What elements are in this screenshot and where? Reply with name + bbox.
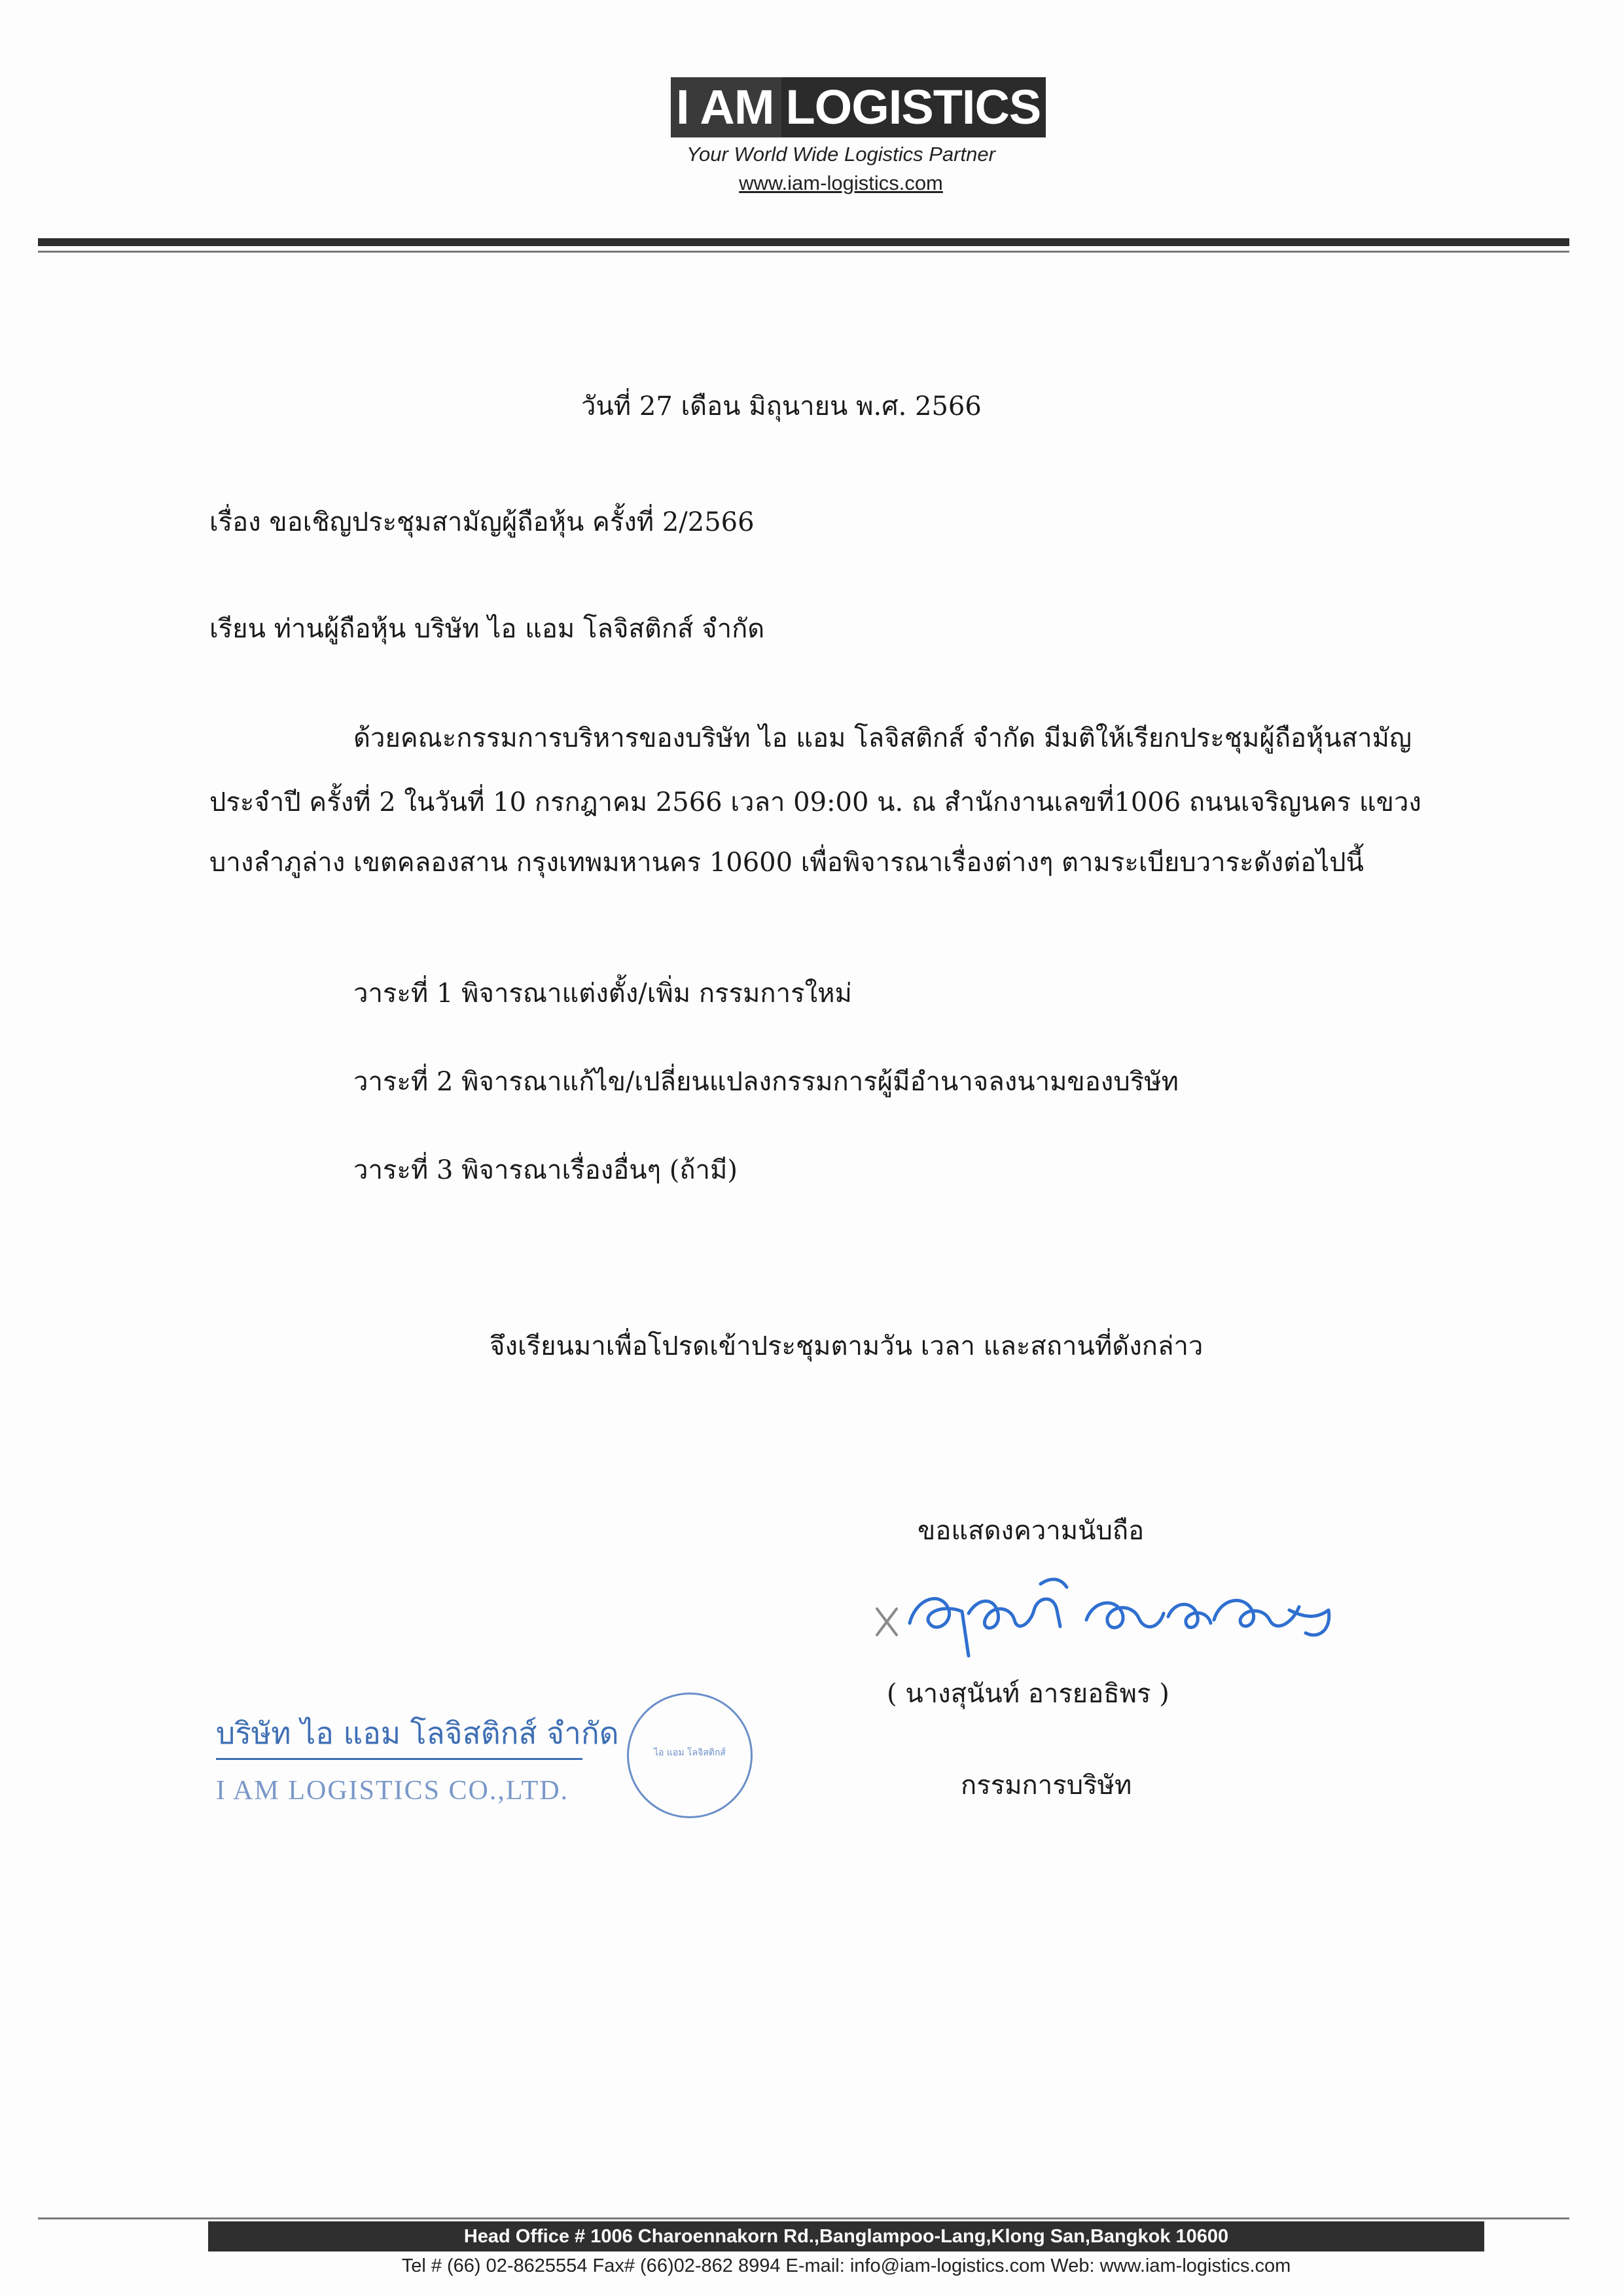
agenda-item-3: วาระที่ 3 พิจารณาเรื่องอื่นๆ (ถ้ามี): [353, 1155, 738, 1185]
footer-address: Head Office # 1006 Charoennakorn Rd.,Banglampoo-Lang,Klong San,Bangkok 10600: [463, 2226, 1229, 2247]
company-tagline: Your World Wide Logistics Partner: [687, 143, 995, 166]
company-website: www.iam-logistics.com: [739, 171, 943, 194]
body-line-2: ประจำปี ครั้งที่ 2 ในวันที่ 10 กรกฎาคม 2566 เวลา 09:00 น. ณ สำนักงานเลขที่1006 ถนนเจริญนคร แขวง: [209, 787, 1421, 817]
letter-closing: จึงเรียนมาเพื่อโปรดเข้าประชุมตามวัน เวลา และสถานที่ดังกล่าว: [490, 1331, 1204, 1361]
company-stamp-english: I AM LOGISTICS CO.,LTD.: [216, 1776, 569, 1806]
seal-text: ไอ แอม โลจิสติกส์: [654, 1748, 726, 1758]
handwritten-signature: [870, 1558, 1342, 1676]
header-divider-thin: [38, 251, 1569, 253]
header-divider: [38, 238, 1569, 246]
letter-regards: ขอแสดงความนับถือ: [918, 1516, 1145, 1546]
signer-title: กรรมการบริษัท: [961, 1770, 1132, 1801]
body-line-3: บางลำภูล่าง เขตคลองสาน กรุงเทพมหานคร 10600 เพื่อพิจารณาเรื่องต่างๆ ตามระเบียบวาระดังต่อไปนี้: [209, 848, 1364, 878]
footer-address-bar: [208, 2221, 1484, 2251]
body-line-1: ด้วยคณะกรรมการบริหารของบริษัท ไอ แอม โลจิสติกส์ จำกัด มีมติให้เรียกประชุมผู้ถือหุ้นสามัญ: [353, 723, 1412, 753]
footer-divider: [38, 2217, 1569, 2219]
signer-name: ( นางสุนันท์ อารยอธิพร ): [887, 1679, 1169, 1709]
agenda-item-2: วาระที่ 2 พิจารณาแก้ไข/เปลี่ยนแปลงกรรมการผู้มีอำนาจลงนามของบริษัท: [353, 1067, 1179, 1097]
agenda-item-1: วาระที่ 1 พิจารณาแต่งตั้ง/เพิ่ม กรรมการใหม่: [353, 978, 852, 1009]
logo-part-logistics: LOGISTICS: [781, 77, 1046, 137]
letter-subject: เรื่อง ขอเชิญประชุมสามัญผู้ถือหุ้น ครั้งที่ 2/2566: [209, 507, 755, 537]
company-logo: [671, 77, 1046, 137]
footer-contact: Tel # (66) 02-8625554 Fax# (66)02-862 8994 E-mail: info@iam-logistics.com Web: www.iam-logistics.com: [401, 2255, 1291, 2276]
letter-recipient: เรียน ท่านผู้ถือหุ้น บริษัท ไอ แอม โลจิสติกส์ จำกัด: [209, 614, 765, 644]
logo-part-iam: I AM: [671, 77, 781, 137]
company-seal: [627, 1693, 753, 1818]
company-stamp-thai: บริษัท ไอ แอม โลจิสติกส์ จำกัด: [216, 1715, 619, 1751]
letter-date: วันที่ 27 เดือน มิถุนายน พ.ศ. 2566: [581, 391, 982, 422]
stamp-underline: [216, 1758, 582, 1760]
